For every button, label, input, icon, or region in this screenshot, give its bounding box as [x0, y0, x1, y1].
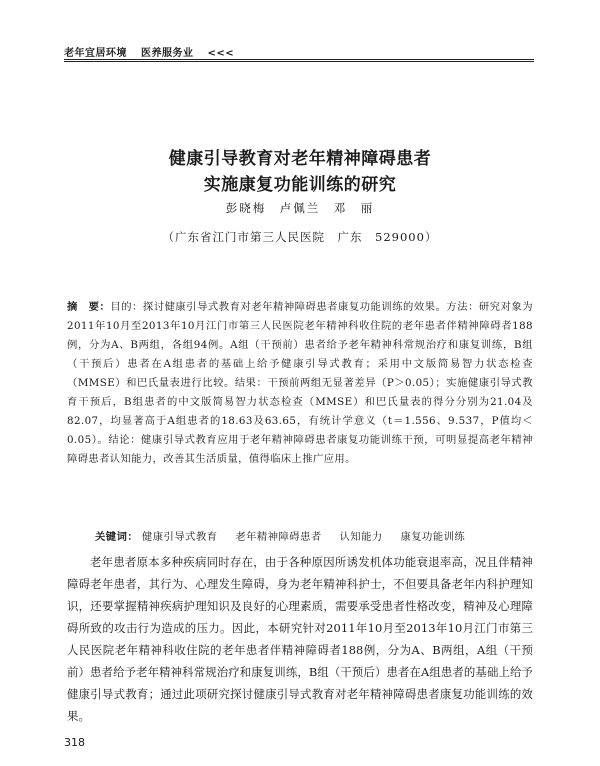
keyword-item: 健康引导式教育	[141, 531, 218, 543]
authors: 彭晓梅 卢佩兰 邓 丽	[225, 201, 375, 215]
abstract-label: 摘 要：	[67, 301, 111, 313]
header-arrows: <<<	[207, 48, 235, 59]
header-rule-top	[64, 59, 534, 60]
header-section-2: 医养服务业	[140, 48, 194, 59]
keyword-item: 老年精神障碍患者	[235, 531, 322, 543]
body-paragraph: 老年患者原本多种疾病同时存在，由于各种原因所诱发机体功能衰退率高，况且伴精神障碍老年患者，其行为、心理发生障碍，身为老年精神科护士，不但要具备老年内科护理知识，还要掌握精神疾病护理知识及良好的心理素质，需要承受患者性格改变，精神及心理障碍所致的攻击行为造成的压力。因此，本研究针对2011年10月至2013年10月江门市第三人民医院老年精神科收住院的老年患者伴精神障碍者188例，分为A、B两组，A组（干预前）患者给予老年精神科常规治疗和康复训练，B组（干预后）患者在A组患者的基础上给予健康引导式教育；通过此项研究探讨健康引导式教育对老年精神障碍患者康复功能训练的效果。	[67, 555, 533, 723]
header-rule-bottom	[64, 61, 534, 62]
keywords-label: 关键词：	[95, 531, 139, 543]
keyword-item: 康复功能训练	[400, 531, 466, 543]
keywords	[95, 528, 535, 543]
abstract-text: 目的：探讨健康引导式教育对老年精神障碍患者康复功能训练的效果。方法：研究对象为2011年10月至2013年10月江门市第三人民医院老年精神科收住院的老年患者伴精神障碍者188例，分为A、B两组，各组94例。A组（干预前）患者给予老年精神科常规治疗和康复训练，B组（干预后）患者在A组患者的基础上给予健康引导式教育；采用中文版简易智力状态检查（MMSE）和巴氏量表进行比较。结果：干预前两组无显著差异（P＞0.05）；实施健康引导式教育干预后，B组患者的中文版简易智力状态检查（MMSE）和巴氏量表的得分分别为21.04及82.07，均显著高于A组患者的18.63及63.65，有统计学意义（t＝1.556、9.537，P值均＜0.05）。结论：健康引导式教育应用于老年精神障碍患者康复功能训练干预，可明显提高老年精神障碍患者认知能力，改善其生活质量，值得临床上推广应用。	[67, 301, 533, 465]
abstract	[67, 298, 533, 469]
running-header	[64, 44, 244, 59]
title-line-2: 实施康复功能训练的研究	[203, 175, 397, 195]
keyword-item: 认知能力	[339, 531, 383, 543]
title-line-1: 健康引导教育对老年精神障碍患者	[168, 149, 432, 169]
page-number: 318	[64, 736, 85, 749]
affiliation: （广东省江门市第三人民医院 广东 529000）	[162, 230, 438, 244]
header-section-1: 老年宜居环境	[64, 48, 127, 59]
